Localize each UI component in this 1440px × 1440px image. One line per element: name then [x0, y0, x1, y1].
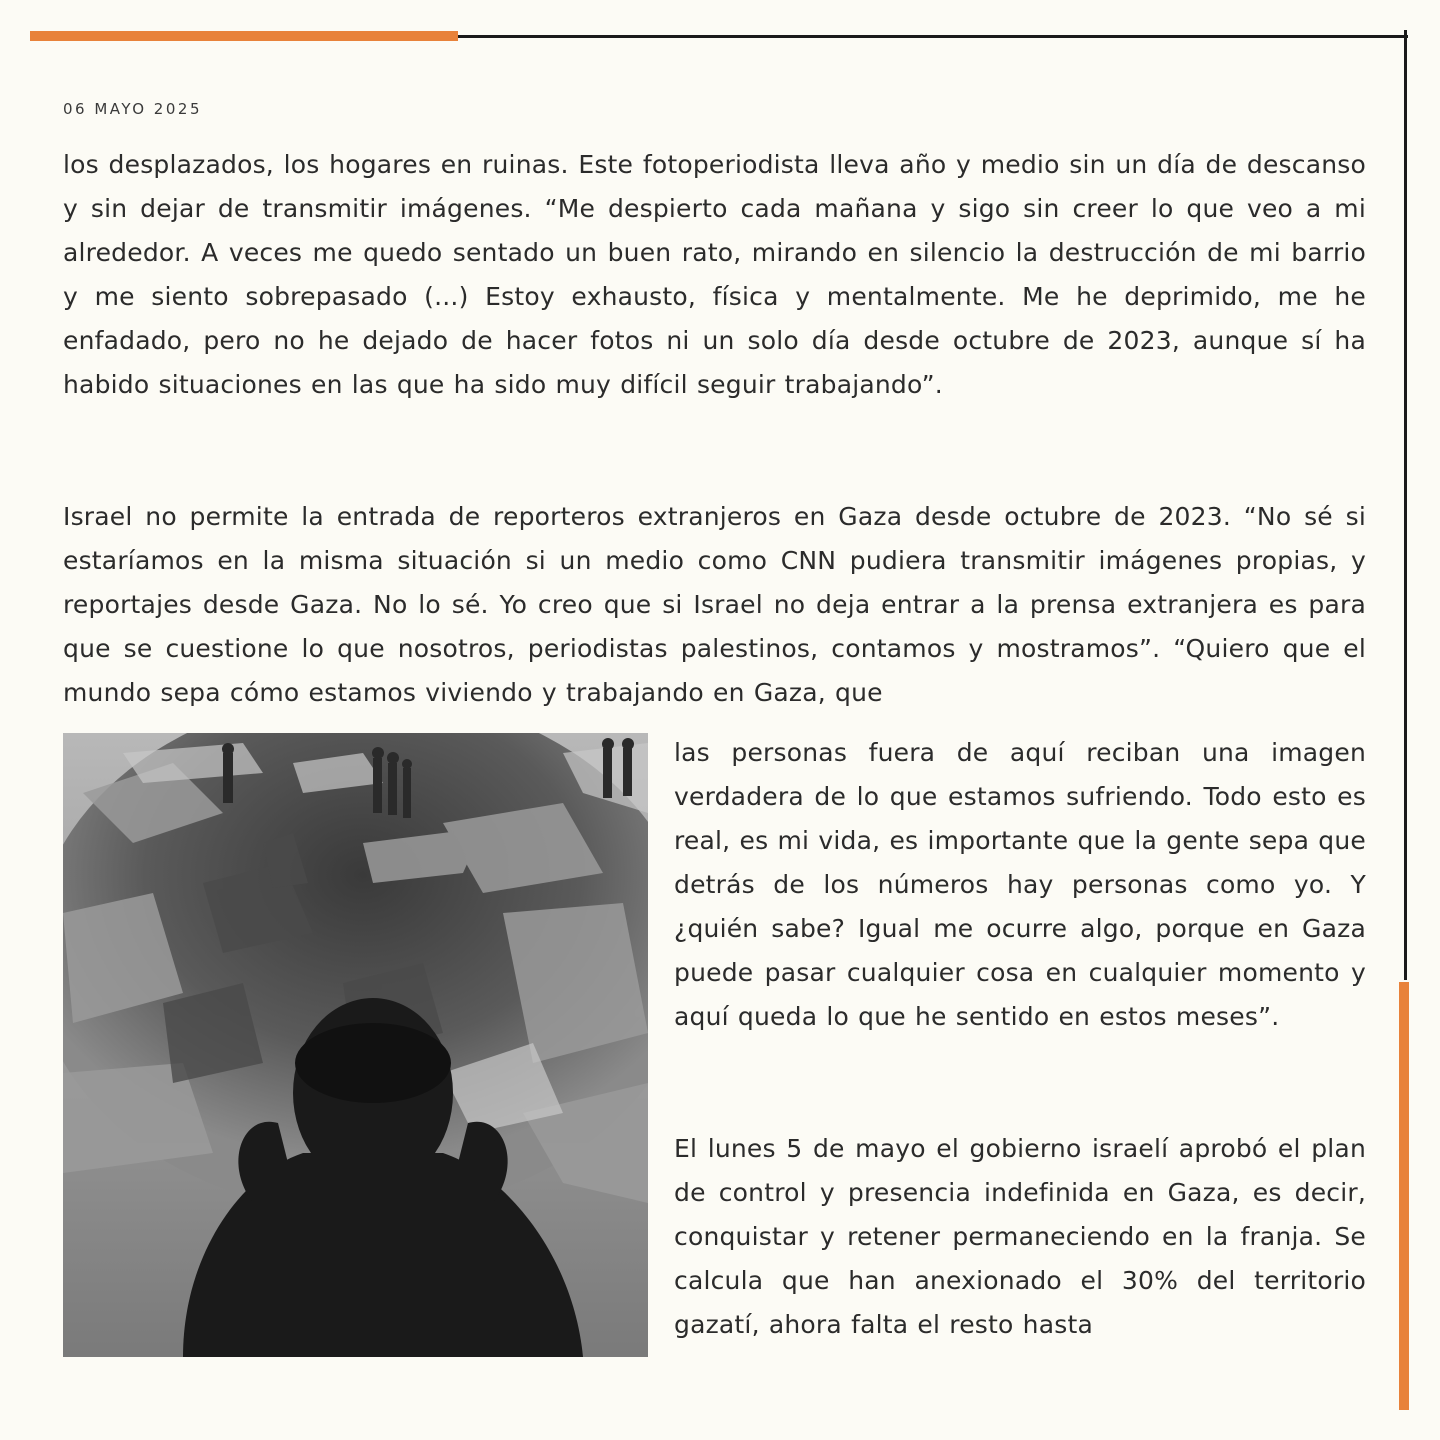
article-paragraph-2: Israel no permite la entrada de reporteros extranjeros en Gaza desde octubre de 2023. “No sé si estaríamos en la misma situación si un medio como CNN pudiera transmitir imágenes propias, y reportajes desde Gaza. No lo sé. Yo creo que si Israel no deja entrar a la prensa extranjera es para que se cuestione lo que nosotros, periodistas palestinos, contamos y mostramos”. “Quiero que el mundo sepa cómo estamos viviendo y trabajando en Gaza, que [63, 502, 1366, 707]
article-date: 06 MAYO 2025 [63, 100, 202, 118]
rubble-photo-illustration [63, 733, 648, 1357]
frame-top-black-line [458, 35, 1408, 38]
frame-right-orange-bar [1399, 982, 1409, 1410]
article-paragraph-1: los desplazados, los hogares en ruinas. Este fotoperiodista lleva año y medio sin un día de descanso y sin dejar de transmitir imágenes. “Me despierto cada mañana y sigo sin creer lo que veo a mi alrededor. A veces me quedo sentado un buen rato, mirando en silencio la destrucción de mi barrio y me siento sobrepasado (...) Estoy exhausto, física y mentalmente. Me he deprimido, me he enfadado, pero no he dejado de hacer fotos ni un solo día desde octubre de 2023, aunque sí ha habido situaciones en las que ha sido muy difícil seguir trabajando”. [63, 150, 1366, 399]
article-paragraph-4: El lunes 5 de mayo el gobierno israelí aprobó el plan de control y presencia indefinida en Gaza, es decir, conquistar y retener permaneciendo en la franja. Se calcula que han anexionado el 30% del territorio gazatí, ahora falta el resto hasta [674, 1134, 1366, 1339]
rubble-photo [63, 733, 648, 1357]
frame-right-black-line [1404, 30, 1407, 980]
frame-top-orange-bar [30, 31, 458, 41]
article-paragraph-3: las personas fuera de aquí reciban una imagen verdadera de lo que estamos sufriendo. Todo esto es real, es mi vida, es importante que la gente sepa que detrás de los números hay personas como yo. Y ¿quién sabe? Igual me ocurre algo, porque en Gaza puede pasar cualquier cosa en cualquier momento y aquí queda lo que he sentido en estos meses”. [674, 738, 1366, 1031]
